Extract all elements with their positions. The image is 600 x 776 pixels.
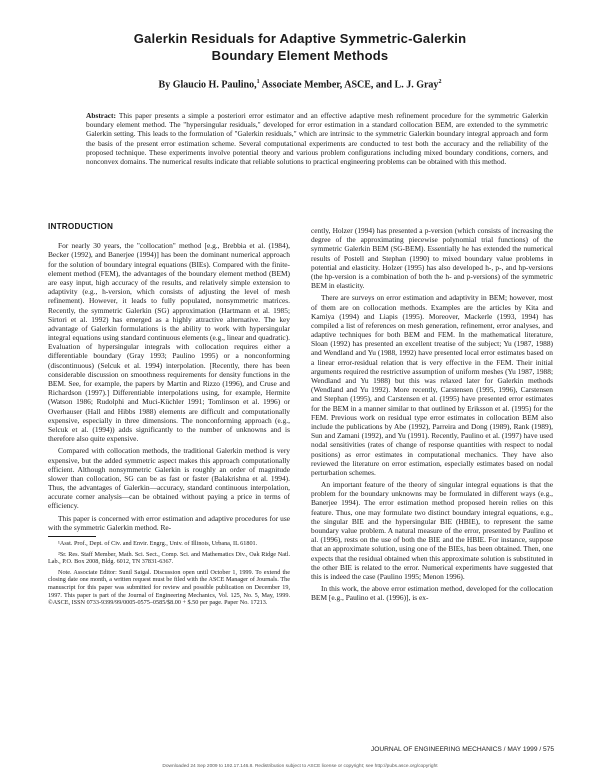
- abstract: [86, 111, 548, 166]
- author-line: [40, 79, 560, 90]
- title-line-1: Galerkin Residuals for Adaptive Symmetric-Galerkin: [133, 31, 467, 46]
- author-2-footnote-mark: 2: [438, 79, 442, 85]
- paper-title: [40, 30, 560, 64]
- author-1-footnote-mark: 1: [256, 79, 260, 85]
- right-paragraph-1: cently, Holzer (1994) has presented a p-version (which consists of increasing the degree of the approximating piecewise polynomial trial functions) of the symmetric Galerkin BEM (SG-BEM). Essentially he has extended the numerical results of Postell and Stephan (1990) to mixed boundary value problems in potential and elasticity. Holzer (1995) has also developed h-, p-, and hp-versions (the hp-version is a combination of both the h- and p-versions) of the symmetric BEM in elasticity.: [311, 226, 553, 291]
- journal-footer: JOURNAL OF ENGINEERING MECHANICS / MAY 1999 / 575: [370, 746, 554, 753]
- author-2: Associate Member, ASCE, and L. J. Gray: [259, 79, 439, 91]
- section-heading-introduction: INTRODUCTION: [48, 222, 114, 231]
- title-line-2: Boundary Element Methods: [211, 48, 389, 63]
- author-1: By Glaucio H. Paulino,: [158, 79, 257, 91]
- intro-paragraph-2: Compared with collocation methods, the traditional Galerkin method is very expensive, but the added symmetric aspect makes this approach computationally efficient. Although nonsymmetric Galerkin is roughly an order of magnitude slower than collocation, SG can be as fast or faster (Balakrishna et al. 1994). Thus, the advantages of Galerkin—accuracy, standard continuous interpolation, accurate corner analysis—can be obtained without paying a price in terms of efficiency.: [48, 446, 290, 511]
- right-paragraph-2: There are surveys on error estimation and adaptivity in BEM; however, most of them are on collocation methods. Examples are the articles by Kita and Kamiya (1994) and Liapis (1995). Moreover, Mackerle (1993, 1994) has compiled a list of references on mesh generation, refinement, error analyses, and adaptive techniques for both BEM and FEM. In the mathematical literature, Sloan (1992) has presented an excellent treatise of the subject; Yu (1987, 1988) and Wendland and Yu (1988, 1992) have presented local error estimates based on a linear error-residual relation that is very effective in the FEM. Their initial arguments required the restrictive assumption of uniform meshes (Yu 1987, 1988; Wendland and Yu 1988) but this was relaxed later for Galerkin methods (Wendland and Yu 1992). More recently, Carstensen (1995, 1996), Carstensen and Stephan (1995), and Carstensen et al. (1995) have presented error estimates for the BEM in a manner similar to that outlined by Eriksson et al. (1995) for the FEM. Previous work on residual type error estimates in collocation BEM also include the publications by Abe (1992), Parreira and Dong (1989), Rank (1989), Sun and Zamani (1992), and Yu (1991). Recently, Paulino et al. (1997) have used nodal sensitivities (rates of change of response quantities with respect to nodal positions) as error estimates in computational mechanics. They have also reviewed the literature on error estimation, especially estimates based on nodal perturbation schemes.: [311, 293, 553, 477]
- left-column: [48, 222, 290, 610]
- right-paragraph-4: In this work, the above error estimation method, developed for the collocation BEM [e.g., Paulino et al. (1996)], is ex-: [311, 584, 553, 603]
- footnote-1: ¹Asst. Prof., Dept. of Civ. and Envir. Engrg., Univ. of Illinois, Urbana, IL 61801.: [58, 540, 258, 547]
- right-column: [311, 226, 553, 606]
- abstract-label: Abstract:: [86, 111, 116, 120]
- footnote-divider: [48, 536, 96, 537]
- footnote-2: ²Sr. Res. Staff Member, Math. Sci. Sect., Comp. Sci. and Mathematics Div., Oak Ridge Natl. Lab., P.O. Box 2008, Bldg. 6012, TN 37831-6367.: [48, 550, 290, 566]
- abstract-text: This paper presents a simple a posteriori error estimator and an effective adaptive mesh refinement procedure for the symmetric Galerkin boundary element method. The "hypersingular residuals," developed for error estimation in a standard collocation BEM, are extended to the symmetric Galerkin setting. This leads to the formulation of "Galerkin residuals," which are intrinsic to the symmetric Galerkin boundary integral approach and form the basis of the present error estimation scheme. Several computational experiments are conducted to test both the accuracy and the reliability of the proposed technique. These experiments involve potential theory and various problem configurations including mixed boundary conditions, corners, and nonconvex domains. The numerical results indicate that reliable solutions to practical engineering problems can be obtained with this method.: [86, 111, 548, 167]
- right-paragraph-3: An important feature of the theory of singular integral equations is that the problem for the boundary unknowns may be formulated in different ways (e.g., Banerjee 1994). The error estimation method proposed herein relies on this feature. Thus, one may formulate two distinct boundary integral equations, e.g., the singular BIE and the hypersingular BIE (HBIE), to represent the same boundary value problem. A natural measure of the error, presented by Paulino et al. (1996), rests on the use of both the BIE and the HBIE. For instance, suppose that an approximate solution, using one of the BIEs, has been obtained. Then, one expects that the residual obtained when this approximate solution is substituted in the other BIE is related to the error. Numerical experiments have suggested that this is indeed the case (Paulino 1995; Menon 1996).: [311, 480, 553, 581]
- intro-paragraph-1: For nearly 30 years, the "collocation" method [e.g., Brebbia et al. (1984), Becker (1992), and Banerjee (1994)] has been the dominant numerical approach for the solution of boundary integral equations (BIEs). Compared with the finite-element method (FEM), the advantages of the boundary element method (BEM) are easy input, high accuracy of the results, and relatively simple extension to adaptivity (e.g., h-version, which consists of adjusting the level of mesh refinement). However, it leads to fully populated, nonsymmetric matrices. Recently, the symmetric Galerkin (SG) approximation (Hartmann et al. 1985; Sirtori et al. 1992) has emerged as a highly attractive alternative. The key advantage of Galerkin formulations is the ability to work with hypersingular integral equations using standard continuous elements (e.g., linear and quadratic). Evaluation of hypersingular integrals with collocation requires either a differentiable boundary (Gray 1993; Paulino 1995) or a nonconforming (discontinuous) (Selcuk et al. 1994) interpolation. [Recently, there has been considerable discussion on smoothness requirements for density functions in the BEM. See, for example, the papers by Martin and Rizzo (1996), and Cruse and Richardson (1997).] Differentiable interpolations using, for example, Hermite (Watson 1986; Rudolphi and Muci-Küchler 1991; Tomlinson et al. 1996) or Overhauser (Hall and Hibbs 1988) elements are difficult and computationally expensive, especially in three dimensions. The nonconforming approach (e.g., Selcuk et al. (1994)) adds significantly to the number of unknowns and is therefore also quite expensive.: [48, 241, 290, 444]
- footnote-note: Note. Associate Editor: Sunil Saigal. Discussion open until October 1, 1999. To extend the closing date one month, a written request must be filed with the ASCE Manager of Journals. The manuscript for this paper was submitted for review and possible publication on December 19, 1997. This paper is part of the Journal of Engineering Mechanics, Vol. 125, No. 5, May, 1999. ©ASCE, ISSN 0733-9399/99/0005-0575–0585/$8.00 + $.50 per page. Paper No. 17213.: [48, 568, 290, 607]
- download-notice: Downloaded 24 Sep 2009 to 192.17.146.8. Redistribution subject to ASCE license or copyright; see http://pubs.asce.org/copyright: [162, 764, 438, 769]
- intro-paragraph-3: This paper is concerned with error estimation and adaptive procedures for use with the symmetric Galerkin method. Re-: [48, 513, 290, 532]
